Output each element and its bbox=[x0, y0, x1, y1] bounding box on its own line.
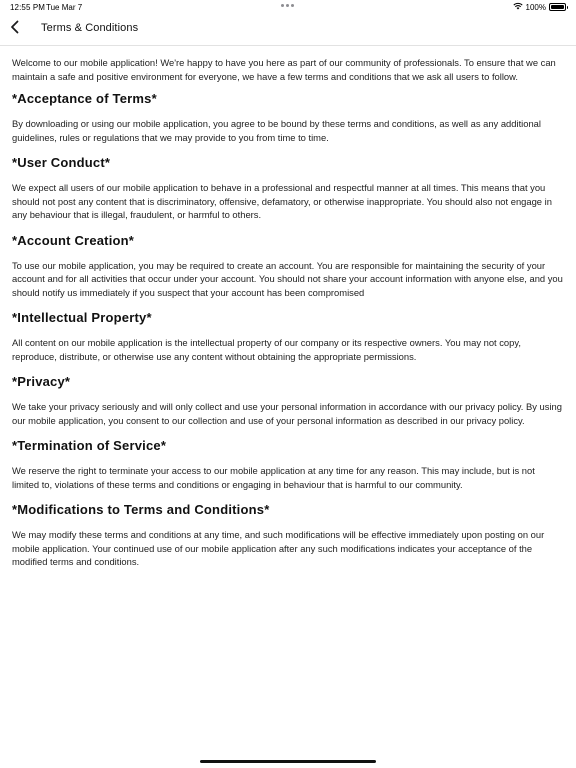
section-body-intellectual-property: All content on our mobile application is the intellectual property of our company or its respective owners. You may not copy, reproduce, distribute, or otherwise use any content without obtaining the appropriate permissions. bbox=[12, 337, 521, 362]
section-heading-account-creation: *Account Creation* bbox=[12, 232, 135, 248]
nav-bar bbox=[0, 14, 576, 46]
intro-paragraph: Welcome to our mobile application! We're happy to have you here as part of our community of professionals. To ensure that we can maintain a safe and positive environment for everyone, we have a few terms and conditions that we ask all users to follow. bbox=[12, 57, 556, 82]
section-heading-privacy: *Privacy* bbox=[12, 374, 71, 389]
status-time: 12:55 PM bbox=[10, 3, 46, 12]
section-heading-user-conduct: *User Conduct* bbox=[12, 155, 111, 170]
section-heading-termination: *Termination of Service* bbox=[12, 438, 167, 453]
section-body-privacy: We take your privacy seriously and will only collect and use your personal information in accordance with our privacy policy. By using our mobile application, you consent to our collection and use of your personal information as described in our privacy policy. bbox=[12, 401, 562, 426]
home-indicator[interactable] bbox=[200, 760, 376, 763]
status-date: Tue Mar 7 bbox=[46, 3, 83, 12]
section-heading-acceptance: *Acceptance of Terms* bbox=[12, 91, 157, 106]
terms-content[interactable] bbox=[12, 56, 564, 580]
page-title: Terms & Conditions bbox=[41, 22, 139, 34]
section-body-user-conduct: We expect all users of our mobile application to behave in a professional and respectful manner at all times. This means that you should not post any content that is discriminatory, offensive, defamatory, or otherwise inappropriate. You should also not engage in any behaviour that is illegal, fraudulent, or harmful to others. bbox=[12, 182, 552, 220]
battery-icon bbox=[549, 3, 566, 11]
status-indicators bbox=[513, 2, 566, 12]
section-body-account-creation: To use our mobile application, you may be required to create an account. You are responsible for maintaining the security of your account and for all activities that occur under your account. You should not share your account information with anyone else, and you should notify us immediately if you suspect that your account has been compromised bbox=[12, 259, 563, 298]
status-bar bbox=[0, 0, 576, 14]
section-heading-intellectual-property: *Intellectual Property* bbox=[12, 310, 152, 325]
wifi-icon bbox=[513, 2, 523, 12]
multitasking-dots-icon[interactable] bbox=[281, 4, 294, 7]
battery-fill bbox=[551, 5, 564, 9]
section-heading-modifications: *Modifications to Terms and Conditions* bbox=[12, 502, 270, 517]
section-body-acceptance: By downloading or using our mobile application, you agree to be bound by these terms and conditions, as well as any additional guidelines, rules or regulations that we may provide to you from time to time. bbox=[12, 118, 541, 143]
chevron-left-icon bbox=[10, 20, 20, 39]
section-body-termination: We reserve the right to terminate your access to our mobile application at any time for any reason. This may include, but is not limited to, violations of these terms and conditions or engaging in behaviour that is harmful to our community. bbox=[12, 465, 535, 490]
back-button[interactable] bbox=[4, 17, 26, 41]
section-body-modifications: We may modify these terms and conditions at any time, and such modifications will be effective immediately upon posting on our mobile application. Your continued use of our mobile application after any such modifications indicates your acceptance of the modified terms and conditions. bbox=[12, 529, 545, 567]
battery-percent: 100% bbox=[525, 2, 546, 12]
